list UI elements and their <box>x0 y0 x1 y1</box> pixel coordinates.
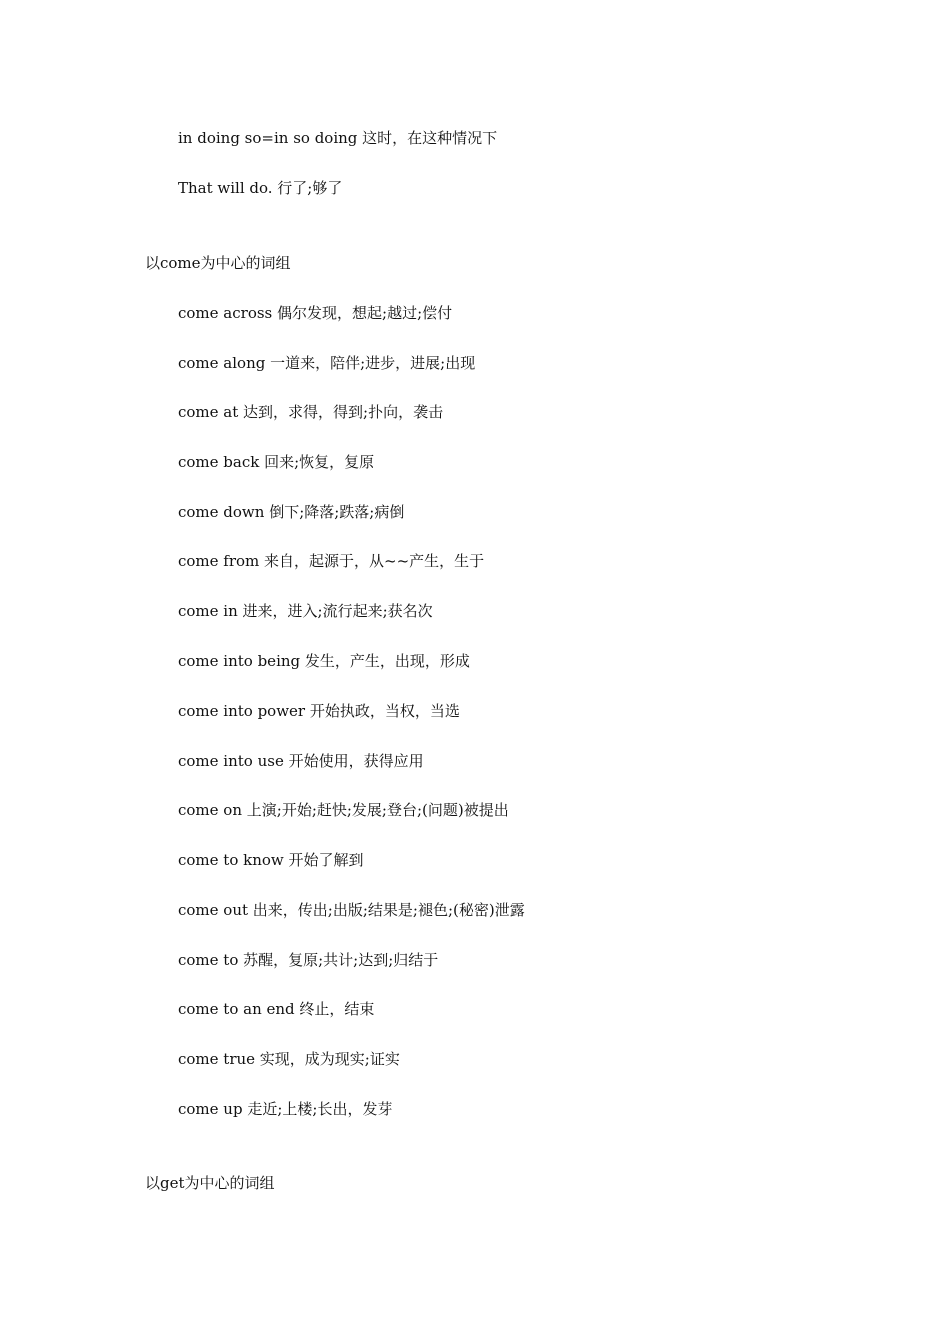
section-heading-come: 以come为中心的词组 <box>145 254 291 272</box>
phrase-line: come out 出来，传出;出版;结果是;褪色;(秘密)泄露 <box>178 901 525 919</box>
section-heading-get: 以get为中心的词组 <box>145 1174 275 1192</box>
phrase-line: That will do. 行了;够了 <box>178 179 343 197</box>
phrase-line: come into being 发生，产生，出现，形成 <box>178 652 470 670</box>
phrase-line: come along 一道来，陪伴;进步，进展;出现 <box>178 354 476 372</box>
phrase-line: come to 苏醒，复原;共计;达到;归结于 <box>178 951 439 969</box>
phrase-line: in doing so=in so doing 这时，在这种情况下 <box>178 129 498 147</box>
phrase-line: come at 达到，求得，得到;扑向，袭击 <box>178 403 444 421</box>
phrase-line: come to an end 终止，结束 <box>178 1000 375 1018</box>
phrase-line: come into use 开始使用，获得应用 <box>178 752 424 770</box>
phrase-line: come into power 开始执政，当权，当选 <box>178 702 460 720</box>
phrase-line: come down 倒下;降落;跌落;病倒 <box>178 503 405 521</box>
phrase-line: come back 回来;恢复，复原 <box>178 453 375 471</box>
phrase-line: come up 走近;上楼;长出，发芽 <box>178 1100 393 1118</box>
phrase-line: come from 来自，起源于，从~~产生，生于 <box>178 552 485 570</box>
phrase-line: come to know 开始了解到 <box>178 851 364 869</box>
phrase-line: come across 偶尔发现，想起;越过;偿付 <box>178 304 453 322</box>
phrase-line: come true 实现，成为现实;证实 <box>178 1050 400 1068</box>
phrase-line: come on 上演;开始;赶快;发展;登台;(问题)被提出 <box>178 801 509 819</box>
phrase-line: come in 进来，进入;流行起来;获名次 <box>178 602 433 620</box>
